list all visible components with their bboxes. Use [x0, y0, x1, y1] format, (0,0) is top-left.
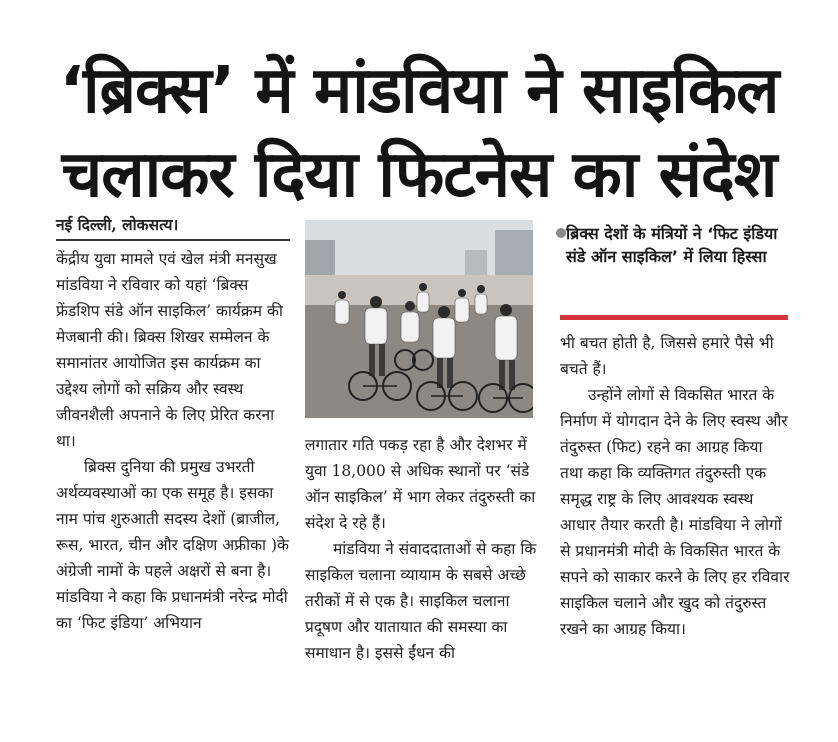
callout-text: ब्रिक्स देशों के मंत्रियों ने ‘फिट इंडिया संडे ऑन साइकिल’ में लिया हिस्सा: [566, 224, 778, 266]
headline-line-1: ‘ब्रिक्स’ में मांडविया ने साइकिल: [59, 54, 779, 129]
cyclists-photo: [305, 220, 533, 418]
column2-paragraph-1: लगातार गति पकड़ रहा है और देशभर में युवा 18,000 से अधिक स्थानों पर ‘संडे ऑन साइकिल’ में भाग लेकर तंदुरुस्ती का संदेश दे रहे हैं।: [305, 436, 536, 532]
column3-paragraph-1: भी बचत होती है, जिससे हमारे पैसे भी बचते हैं।: [560, 334, 774, 378]
headline-line-2: चलाकर दिया फिटनेस का संदेश: [61, 138, 777, 213]
article-column-2: [305, 432, 537, 666]
callout-box: [566, 222, 791, 268]
cyclists-photo-illustration: [305, 220, 533, 418]
column2-paragraph-2: मांडविया ने संवाददाताओं से कहा कि साइकिल चलाना व्यायाम के सबसे अच्छे तरीकों में से एक है। साइकिल चलाना प्रदूषण और यातायात की समस्या का समाधान है। इससे ईंधन की: [305, 540, 537, 662]
article-column-1: [56, 246, 294, 636]
article-column-3: [560, 330, 790, 642]
column1-paragraph-2: ब्रिक्स दुनिया की प्रमुख उभरती अर्थव्यवस्थाओं का एक समूह है। इसका नाम पांच शुरुआती सदस्य देशों (ब्राजील, रूस, भारत, चीन और दक्षिण अफ्रीका )के अंग्रेजी नामों के पहले अक्षरों से बना है।मांडविया ने कहा कि प्रधानमंत्री नरेन्द्र मोदी का ‘फिट इंडिया’ अभियान: [56, 458, 289, 632]
column1-paragraph-1: केंद्रीय युवा मामले एवं खेल मंत्री मनसुख मांडविया ने रविवार को यहां ‘ब्रिक्स फ्रेंडशिप संडे ऑन साइकिल’ कार्यक्रम की मेजबानी की। ब्रिक्स शिखर सम्मेलन के समानांतर आयोजित इस कार्यक्रम का उद्देश्य लोगों को सक्रिय और स्वस्थ जीवनशैली अपनाने के लिए प्रेरित करना था।: [56, 250, 283, 450]
bullet-icon: [556, 228, 566, 238]
column3-paragraph-2: उन्होंने लोगों से विकसित भारत के निर्माण में योगदान देने के लिए स्वस्थ और तंदुरुस्त (फिट) रहने का आग्रह किया तथा कहा कि व्यक्तिगत तंदुरुस्ती एक समृद्ध राष्ट्र के लिए आवश्यक स्वस्थ आधार तैयार करती है। मांडविया ने लोगों से प्रधानमंत्री मोदी के विकसित भारत के सपने को साकार करने के लिए हर रविवार साइकिल चलाने और खुद को तंदुरुस्त रखने का आग्रह किया।: [560, 386, 790, 638]
headline: [0, 49, 838, 217]
callout-red-rule: [560, 315, 788, 320]
dateline: नई दिल्ली, लोकसत्य।: [56, 214, 290, 241]
